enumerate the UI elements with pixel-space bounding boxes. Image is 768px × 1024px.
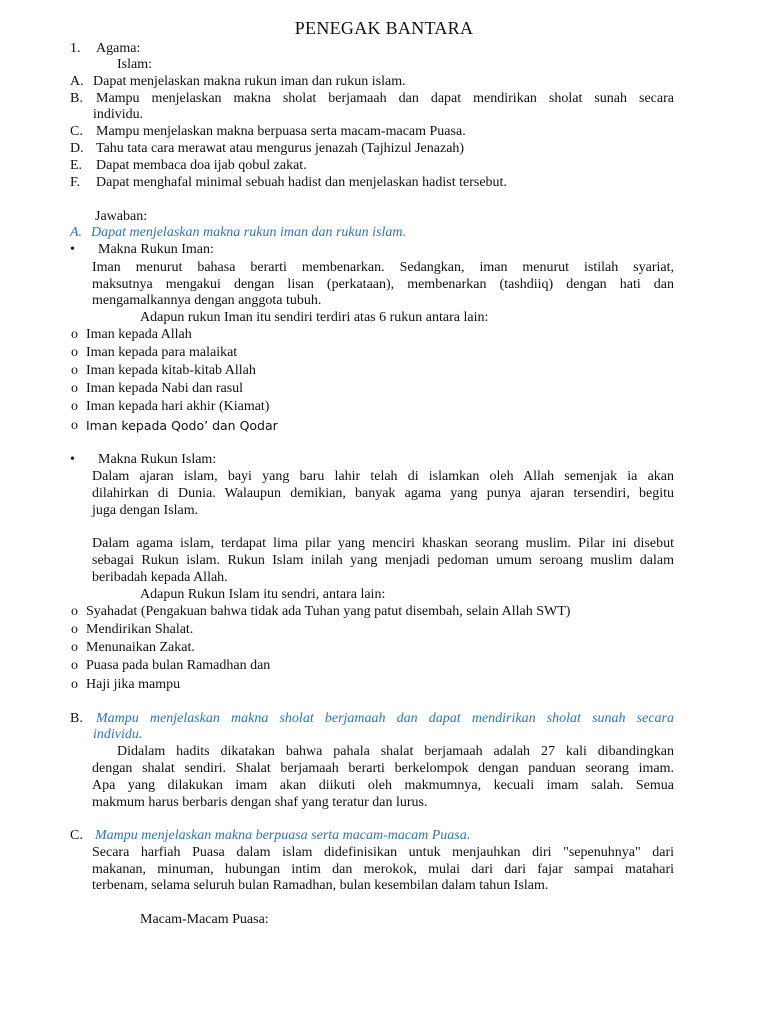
rukun-islam-paragraph-line: beribadah kepada Allah. — [92, 570, 228, 585]
answer-b-heading-continued: individu. — [93, 727, 143, 742]
rukun-iman-intro: Adapun rukun Iman itu sendiri terdiri atas 6 rukun antara lain: — [140, 310, 489, 325]
list-item: Iman kepada para malaikat — [86, 345, 238, 360]
answer-b-paragraph-line: makmum harus berbaris dengan shaf yang teratur dan lurus. — [92, 795, 428, 810]
objective-text: Dapat membaca doa ijab qobul zakat. — [96, 158, 307, 173]
objective-text: Mampu menjelaskan makna sholat berjamaah dan dapat mendirikan sholat sunah secara — [96, 91, 674, 106]
subsection-label: Islam: — [117, 57, 152, 72]
objective-marker: C. — [70, 124, 83, 139]
list-item: Iman kepada hari akhir (Kiamat) — [86, 399, 270, 414]
objective-marker: A. — [70, 74, 84, 89]
rukun-islam-paragraph-line: Dalam ajaran islam, bayi yang baru lahir telah di islamkan oleh Allah semenjak ia akan — [92, 469, 674, 484]
answer-c-paragraph-line: makanan, minuman, hubungan intim dan merokok, mulai dari dari fajar sampai matahari — [92, 862, 674, 877]
circle-bullet-icon: o — [71, 363, 78, 378]
circle-bullet-icon: o — [71, 677, 78, 692]
answer-b-paragraph-line: dengan shalat sendiri. Shalat berjamaah berarti berkelompok dengan panduan seorang imam. — [92, 761, 674, 776]
answer-c-marker: C. — [70, 828, 83, 843]
answer-c-heading: Mampu menjelaskan makna berpuasa serta macam-macam Puasa. — [95, 828, 471, 843]
list-item: Iman kepada Nabi dan rasul — [86, 381, 244, 396]
list-item: Syahadat (Pengakuan bahwa tidak ada Tuhan yang patut disembah, selain Allah SWT) — [86, 604, 571, 619]
objective-text: Mampu menjelaskan makna berpuasa serta macam-macam Puasa. — [96, 124, 466, 139]
objective-text: Dapat menjelaskan makna rukun iman dan rukun islam. — [93, 74, 406, 89]
objective-marker: B. — [70, 91, 83, 106]
macam-puasa-label: Macam-Macam Puasa: — [140, 912, 269, 927]
circle-bullet-icon: o — [71, 381, 78, 396]
list-item: Mendirikan Shalat. — [86, 622, 194, 637]
answer-a-marker: A. — [70, 225, 83, 240]
circle-bullet-icon: o — [71, 399, 78, 414]
objective-text-continued: individu. — [93, 107, 144, 122]
objective-text: Tahu tata cara merawat atau mengurus jenazah (Tajhizul Jenazah) — [96, 141, 465, 156]
circle-bullet-icon: o — [71, 640, 78, 655]
list-item: Iman kepada Qodo’ dan Qodar — [86, 418, 278, 433]
rukun-islam-paragraph-line: juga dengan Islam. — [92, 503, 199, 518]
list-item: Puasa pada bulan Ramadhan dan — [86, 658, 271, 673]
objective-marker: E. — [70, 158, 83, 173]
circle-bullet-icon: o — [71, 418, 78, 433]
circle-bullet-icon: o — [71, 658, 78, 673]
objective-marker: D. — [70, 141, 84, 156]
section-number: 1. — [70, 41, 81, 56]
bullet-icon: • — [70, 452, 75, 467]
list-item: Menunaikan Zakat. — [86, 640, 195, 655]
rukun-iman-paragraph-line: Iman menurut bahasa berarti membenarkan. Sedangkan, iman menurut istilah syariat, — [92, 260, 674, 275]
answer-c-paragraph-line: terbenam, selama seluruh bulan Ramadhan, bulan kesembilan dalam tahun Islam. — [92, 878, 549, 893]
rukun-iman-paragraph-line: maksutnya mengakui dengan lisan (perkataan), membenarkan (tashdiiq) dengan hati dan — [92, 277, 674, 292]
circle-bullet-icon: o — [71, 327, 78, 342]
circle-bullet-icon: o — [71, 604, 78, 619]
answer-a-heading: Dapat menjelaskan makna rukun iman dan rukun islam. — [91, 225, 406, 240]
answer-b-heading: Mampu menjelaskan makna sholat berjamaah dan dapat mendirikan sholat sunah secara — [96, 711, 674, 726]
section-label: Agama: — [96, 41, 141, 56]
circle-bullet-icon: o — [71, 345, 78, 360]
list-item: Haji jika mampu — [86, 677, 181, 692]
rukun-islam-paragraph-line: Dalam agama islam, terdapat lima pilar yang menciri khaskan seorang muslim. Pilar ini disebut — [92, 536, 674, 551]
rukun-iman-title: Makna Rukun Iman: — [98, 242, 214, 257]
rukun-islam-paragraph-line: dilahirkan di Dunia. Walaupun demikian, banyak agama yang punya ajaran tersendiri, begitu — [92, 486, 674, 501]
page-title: PENEGAK BANTARA — [294, 18, 474, 38]
list-item: Iman kepada kitab-kitab Allah — [86, 363, 256, 378]
bullet-icon: • — [70, 242, 75, 257]
answer-b-marker: B. — [70, 711, 83, 726]
rukun-islam-intro: Adapun Rukun Islam itu sendri, antara lain: — [140, 587, 386, 602]
rukun-iman-paragraph-line: mengamalkannya dengan anggota tubuh. — [92, 293, 322, 308]
rukun-islam-title: Makna Rukun Islam: — [98, 452, 217, 467]
answer-c-paragraph-line: Secara harfiah Puasa dalam islam didefinisikan untuk menjauhkan diri "sepenuhnya" dari — [92, 845, 674, 860]
objective-text: Dapat menghafal minimal sebuah hadist dan menjelaskan hadist tersebut. — [96, 175, 507, 190]
answer-b-paragraph-line: Apa yang dilakukan imam akan diikuti oleh makmumnya, kecuali imam salah. Semua — [92, 778, 674, 793]
answer-b-paragraph-line: Didalam hadits dikatakan bahwa pahala shalat berjamaah adalah 27 kali dibandingkan — [117, 744, 674, 759]
answer-label: Jawaban: — [95, 209, 148, 224]
objective-marker: F. — [70, 175, 81, 190]
list-item: Iman kepada Allah — [86, 327, 192, 342]
rukun-islam-paragraph-line: sebagai Rukun islam. Rukun Islam inilah yang menjadi pedoman umum seroang muslim dalam — [92, 553, 674, 568]
circle-bullet-icon: o — [71, 622, 78, 637]
